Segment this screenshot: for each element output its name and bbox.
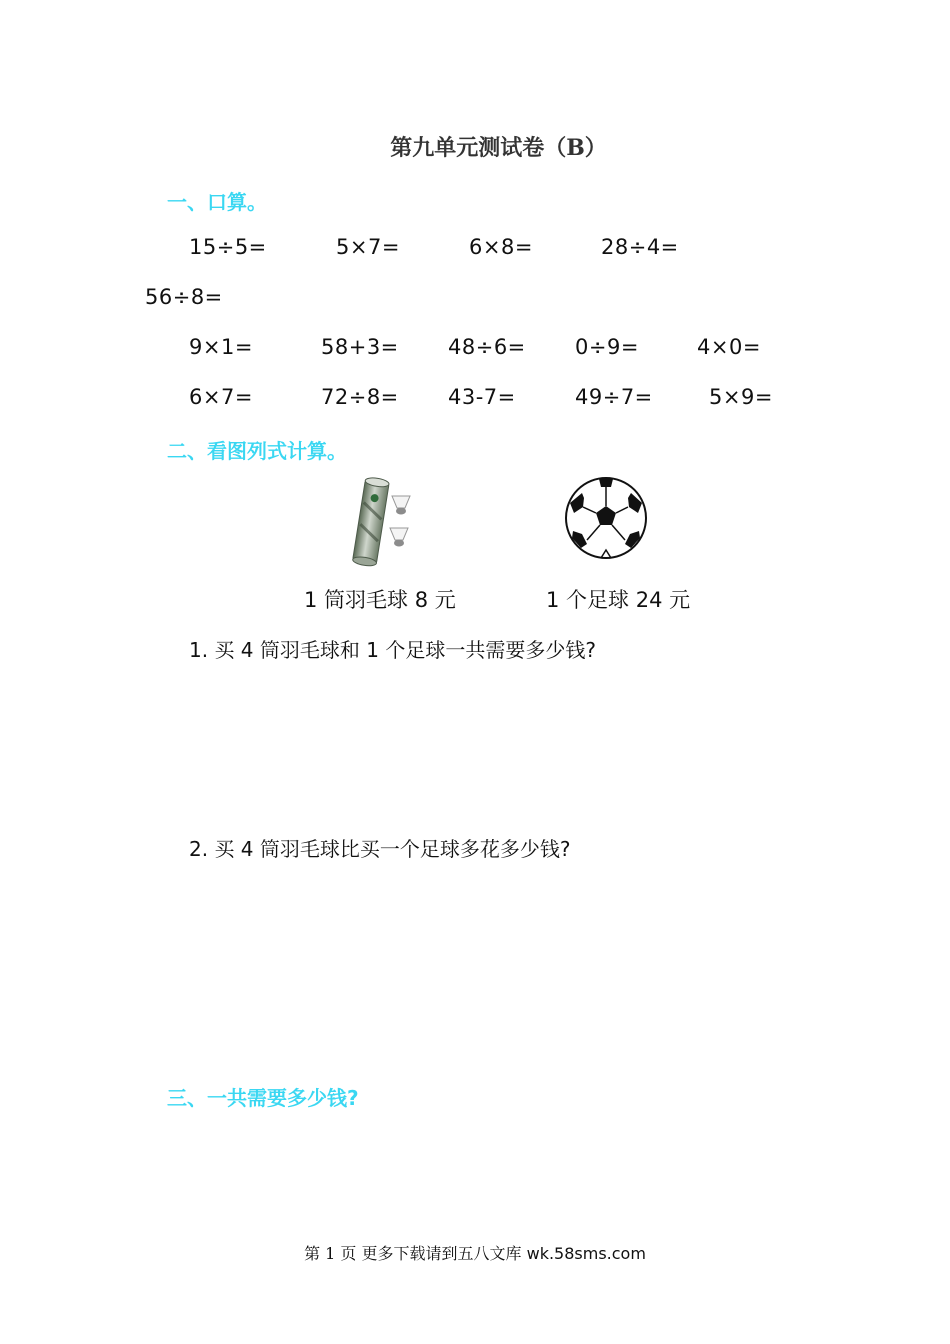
calc-item: 5×9= [709, 385, 773, 409]
calc-item: 58+3= [321, 335, 399, 359]
question-1: 1. 买 4 筒羽毛球和 1 个足球一共需要多少钱? [189, 638, 596, 662]
section-heading-1: 一、口算。 [167, 190, 267, 214]
calc-item: 15÷5= [189, 235, 267, 259]
section-heading-3: 三、一共需要多少钱? [167, 1086, 359, 1110]
footer-text: 第 1 页 更多下载请到五八文库 [304, 1244, 527, 1263]
section-heading-2: 二、看图列式计算。 [167, 439, 347, 463]
calc-item: 5×7= [336, 235, 400, 259]
page-footer [0, 1241, 950, 1264]
soccer-ball-icon [564, 476, 648, 560]
calc-item: 43-7= [448, 385, 516, 409]
footer-link[interactable]: wk.58sms.com [526, 1244, 646, 1263]
calc-item: 28÷4= [601, 235, 679, 259]
badminton-price-caption: 1 筒羽毛球 8 元 [304, 588, 456, 612]
page-title: 第九单元测试卷（B） [390, 135, 607, 161]
calc-item: 0÷9= [575, 335, 639, 359]
badminton-tube-icon [352, 474, 416, 568]
calc-item: 9×1= [189, 335, 253, 359]
calc-item: 48÷6= [448, 335, 526, 359]
calc-item: 72÷8= [321, 385, 399, 409]
question-2: 2. 买 4 筒羽毛球比买一个足球多花多少钱? [189, 837, 571, 861]
calc-item: 6×8= [469, 235, 533, 259]
calc-item: 4×0= [697, 335, 761, 359]
soccer-price-caption: 1 个足球 24 元 [546, 588, 691, 612]
calc-item: 49÷7= [575, 385, 653, 409]
calc-item: 56÷8= [145, 285, 223, 309]
calc-item: 6×7= [189, 385, 253, 409]
